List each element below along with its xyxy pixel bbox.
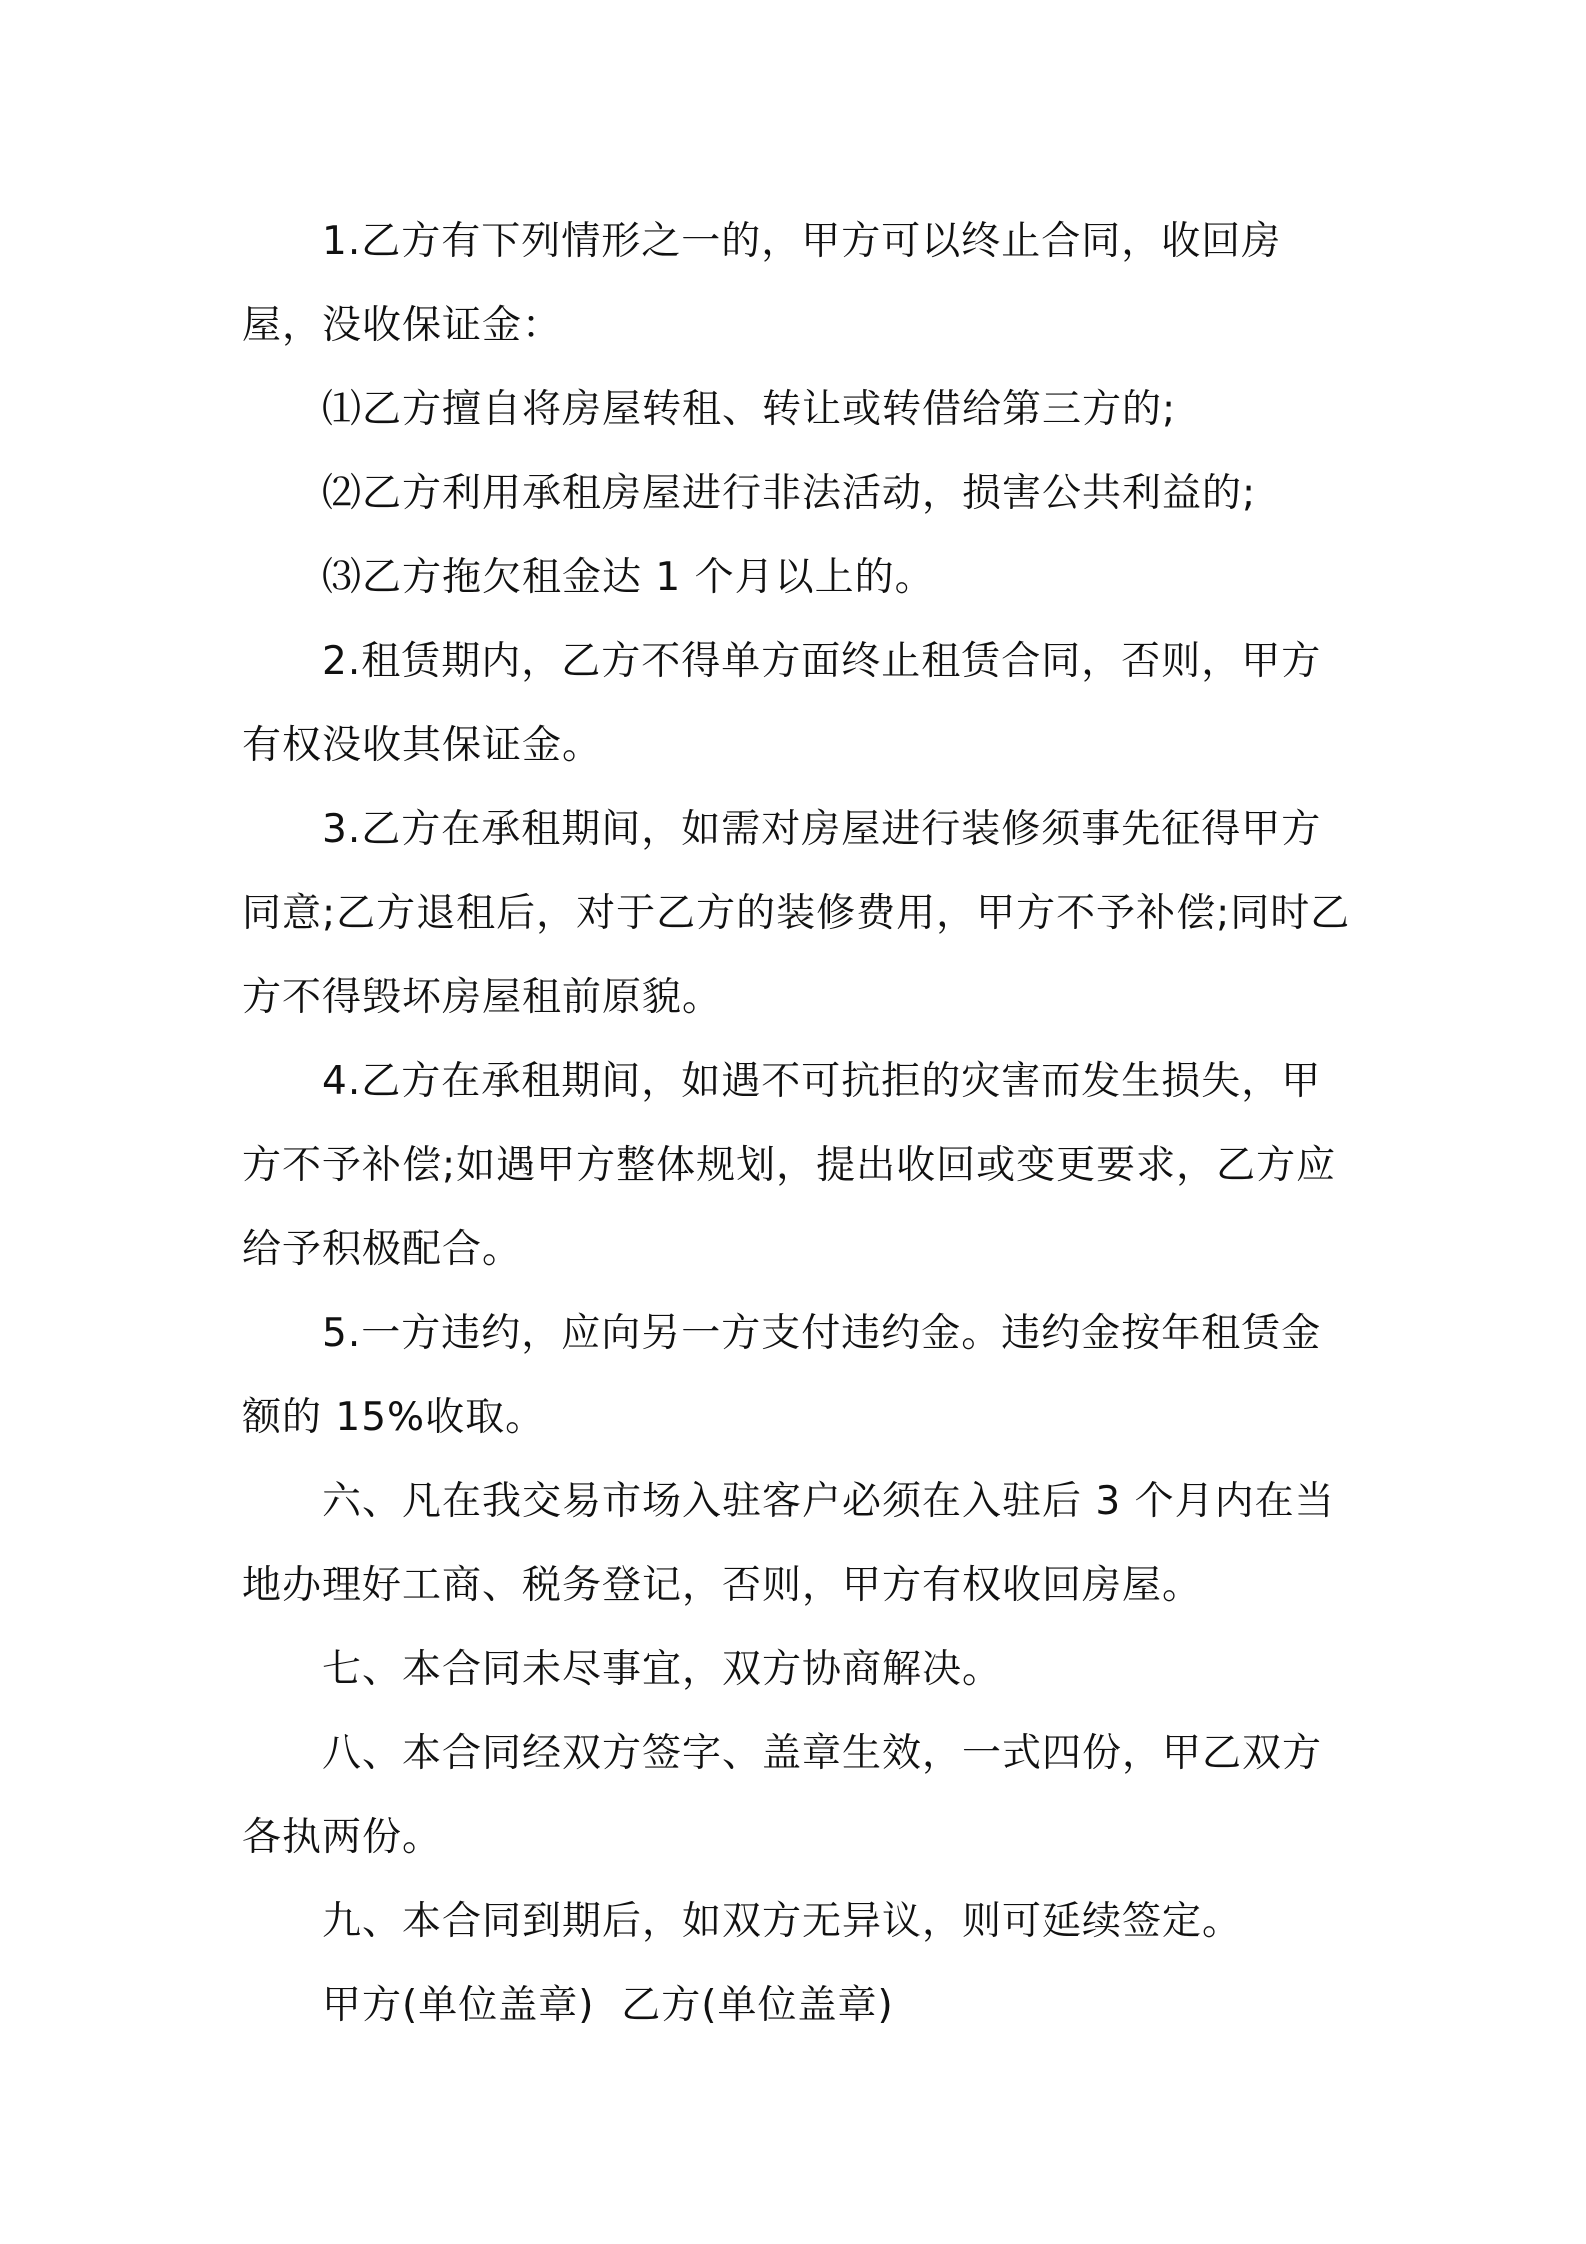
section-9: 九、本合同到期后，如双方无异议，则可延续签定。 [322,1899,1243,1944]
clause-3: 3.乙方在承租期间，如需对房屋进行装修须事先征得甲方同意;乙方退租后，对于乙方的装修费用，甲方不予补偿;同时乙方不得毁坏房屋租前原貌。 [242,807,1351,1020]
clause-1-item-1: ⑴乙方擅自将房屋转租、转让或转借给第三方的; [322,387,1177,432]
clause-4: 4.乙方在承租期间，如遇不可抗拒的灾害而发生损失，甲方不予补偿;如遇甲方整体规划，提出收回或变更要求，乙方应给予积极配合。 [242,1059,1337,1272]
section-6: 六、凡在我交易市场入驻客户必须在入驻后 3 个月内在当地办理好工商、税务登记，否则，甲方有权收回房屋。 [242,1479,1335,1608]
clause-1-item-2: ⑵乙方利用承租房屋进行非法活动，损害公共利益的; [322,471,1257,516]
clause-1-item-3: ⑶乙方拖欠租金达 1 个月以上的。 [322,555,935,600]
section-7: 七、本合同未尽事宜，双方协商解决。 [322,1647,1003,1692]
clause-5: 5.一方违约，应向另一方支付违约金。违约金按年租赁金额的 15%收取。 [242,1311,1322,1440]
clause-2: 2.租赁期内，乙方不得单方面终止租赁合同，否则，甲方有权没收其保证金。 [242,639,1322,768]
clause-1: 1.乙方有下列情形之一的，甲方可以终止合同，收回房屋，没收保证金： [242,219,1282,348]
contract-clauses [242,200,1352,2048]
section-8: 八、本合同经双方签字、盖章生效，一式四份，甲乙双方各执两份。 [242,1731,1323,1860]
signature-line: 甲方(单位盖章) 乙方(单位盖章) [322,1983,894,2028]
